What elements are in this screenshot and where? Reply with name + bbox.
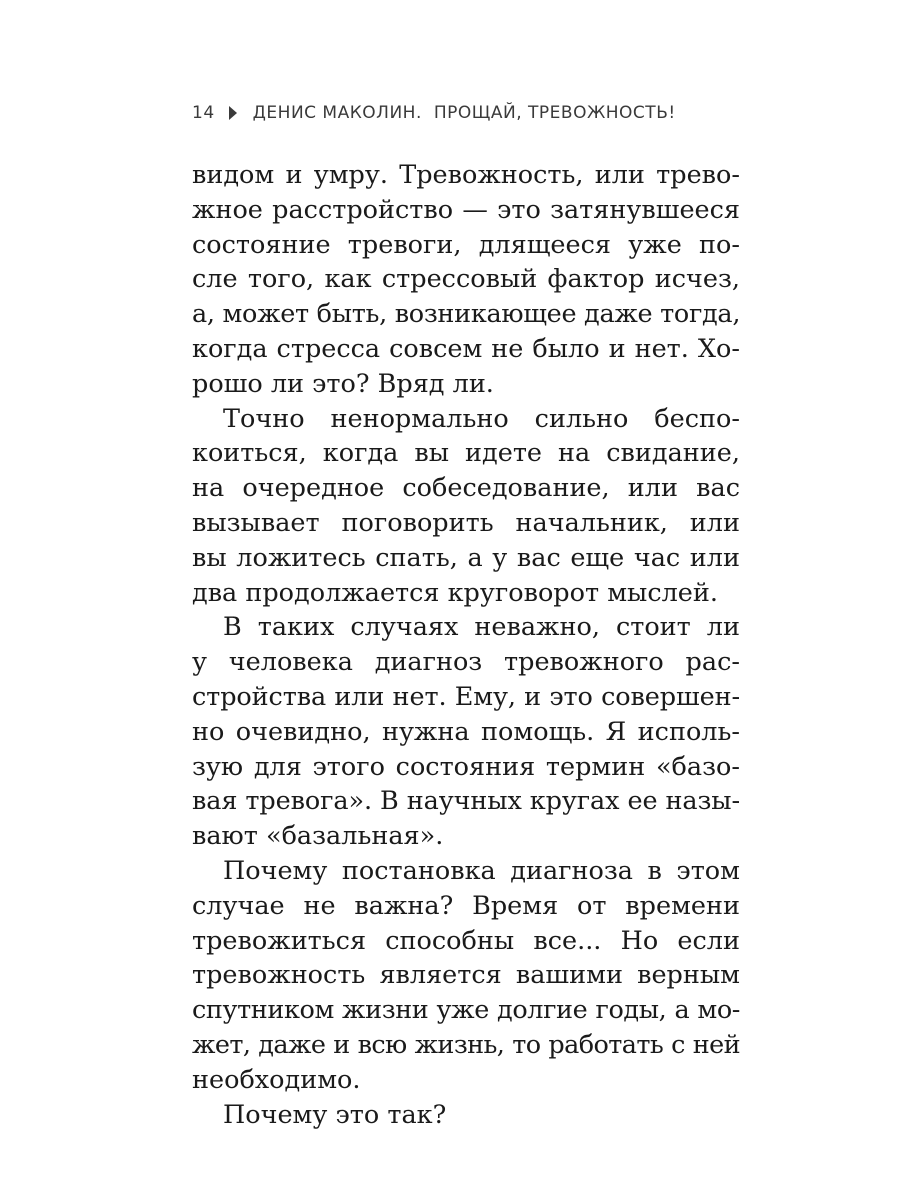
text-line: состояние тревоги, длящееся уже по- — [192, 229, 740, 260]
text-line: стройства или нет. Ему, и это совершен- — [192, 681, 740, 712]
text-line: тревожиться способны все... Но если — [192, 925, 740, 956]
header-book-title: ПРОЩАЙ, ТРЕВОЖНОСТЬ! — [433, 103, 676, 123]
text-line: спутником жизни уже долгие годы, а мо- — [192, 995, 740, 1026]
text-line: а, может быть, возникающее даже тогда, — [192, 299, 741, 330]
paragraph — [192, 158, 740, 402]
body-text — [192, 158, 740, 1132]
text-line: сле того, как стрессовый фактор исчез, — [192, 264, 740, 295]
text-line: В таких случаях неважно, стоит ли — [223, 612, 740, 643]
text-line: у человека диагноз тревожного рас- — [192, 647, 740, 678]
text-line: вают «базальная». — [192, 821, 444, 852]
paragraph — [192, 610, 740, 854]
text-line: на очередное собеседование, или вас — [192, 473, 740, 504]
text-line: жет, даже и всю жизнь, то работать с ней — [192, 1029, 740, 1060]
text-line: Почему это так? — [223, 1099, 447, 1130]
text-line: необходимо. — [192, 1064, 361, 1095]
triangle-marker-icon — [229, 106, 237, 120]
paragraph — [192, 402, 740, 611]
text-line: зую для этого состояния термин «базо- — [192, 751, 740, 782]
paragraph — [192, 854, 740, 1098]
text-line: вая тревога». В научных кругах ее назы- — [192, 786, 740, 817]
text-line: коиться, когда вы идете на свидание, — [192, 438, 740, 469]
text-line: видом и умру. Тревожность, или трево- — [192, 160, 740, 190]
text-line: вызывает поговорить начальник, или — [192, 507, 740, 538]
text-line: тревожность является вашими верным — [192, 960, 740, 991]
header-author: ДЕНИС МАКОЛИН. — [252, 103, 422, 123]
text-line: рошо ли это? Вряд ли. — [192, 368, 494, 399]
text-line: когда стресса совсем не было и нет. Хо- — [192, 333, 740, 364]
text-line: два продолжается круговорот мыслей. — [192, 577, 718, 608]
page-number: 14 — [192, 103, 215, 123]
text-line: жное расстройство — это затянувшееся — [192, 194, 740, 225]
text-line: вы ложитесь спать, а у вас еще час или — [192, 542, 740, 573]
text-line: Точно ненормально сильно беспо- — [223, 403, 740, 434]
paragraph — [192, 1098, 740, 1133]
text-line: Почему постановка диагноза в этом — [223, 855, 740, 886]
text-line: случае не важна? Время от времени — [192, 890, 740, 921]
text-line: но очевидно, нужна помощь. Я исполь- — [192, 716, 740, 747]
running-header — [192, 100, 752, 126]
